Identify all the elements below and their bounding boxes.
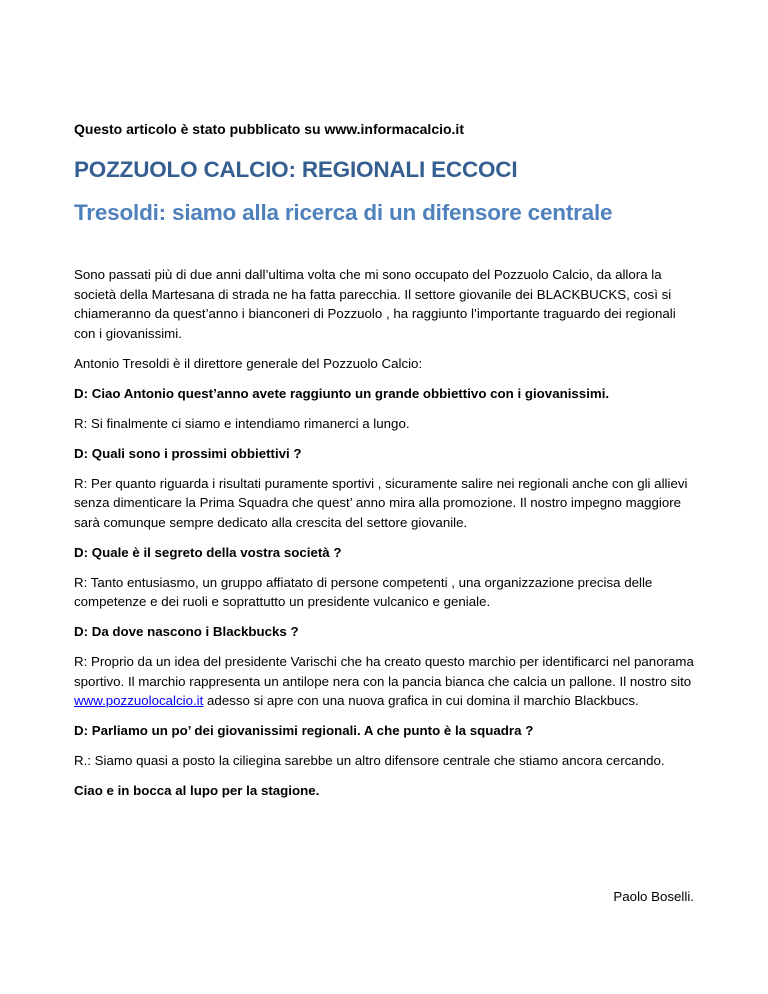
question-3: D: Quale è il segreto della vostra società ? — [74, 544, 342, 560]
answer-4 — [74, 652, 696, 711]
article-title: POZZUOLO CALCIO: REGIONALI ECCOCI — [74, 157, 518, 182]
article-subtitle: Tresoldi: siamo alla ricerca di un difensore centrale — [74, 200, 613, 225]
question-4: D: Da dove nascono i Blackbucks ? — [74, 624, 299, 639]
answer-1: R: Si finalmente ci siamo e intendiamo rimanerci a lungo. — [74, 415, 410, 431]
question-1: D: Ciao Antonio quest’anno avete raggiunto un grande obbiettivo con i giovanissimi. — [74, 385, 610, 401]
article-body — [74, 265, 696, 811]
answer-4-text-end: adesso si apre con una nuova grafica in cui domina il marchio Blackbucs. — [203, 693, 639, 708]
answer-3: R: Tanto entusiasmo, un gruppo affiatato di persone competenti , una organizzazione precisa delle competenze e dei ruoli e soprattutto un presidente vulcanico e geniale. — [74, 574, 653, 609]
question-2: D: Quali sono i prossimi obbiettivi ? — [74, 445, 302, 461]
source-line: Questo articolo è stato pubblicato su www.informacalcio.it — [74, 121, 464, 137]
intro-paragraph: Sono passati più di due anni dall’ultima volta che mi sono occupato del Pozzuolo Calcio, da allora la società della Martesana di strada ne ha fatta parecchia. Il settore giovanile dei BLACKBUCKS, così si chiameranno da quest’anno i bianconeri di Pozzuolo , ha raggiunto l’importante traguardo dei regionali con i giovanissimi. — [74, 267, 676, 341]
answer-2: R: Per quanto riguarda i risultati puramente sportivi , sicuramente salire nei regionali anche con gli allievi senza dimenticare la Prima Squadra che quest’ anno mira alla promozione. Il nostro impegno maggiore sarà comunque sempre dedicato alla crescita del settore giovanile. — [74, 475, 688, 530]
closing-line: Ciao e in bocca al lupo per la stagione. — [74, 783, 320, 798]
intro-paragraph-2: Antonio Tresoldi è il direttore generale del Pozzuolo Calcio: — [74, 355, 423, 371]
website-link[interactable]: www.pozzuolocalcio.it — [74, 693, 204, 708]
answer-4-text: R: Proprio da un idea del presidente Varischi che ha creato questo marchio per identificarci nel panorama sportivo. Il marchio rappresenta un antilope nera con la pancia bianca che calcia un pallone. Il nostro sito — [74, 654, 694, 689]
answer-5: R.: Siamo quasi a posto la ciliegina sarebbe un altro difensore centrale che stiamo ancora cercando. — [74, 753, 665, 768]
signature: Paolo Boselli. — [613, 889, 694, 904]
question-5: D: Parliamo un po’ dei giovanissimi regionali. A che punto è la squadra ? — [74, 723, 534, 738]
